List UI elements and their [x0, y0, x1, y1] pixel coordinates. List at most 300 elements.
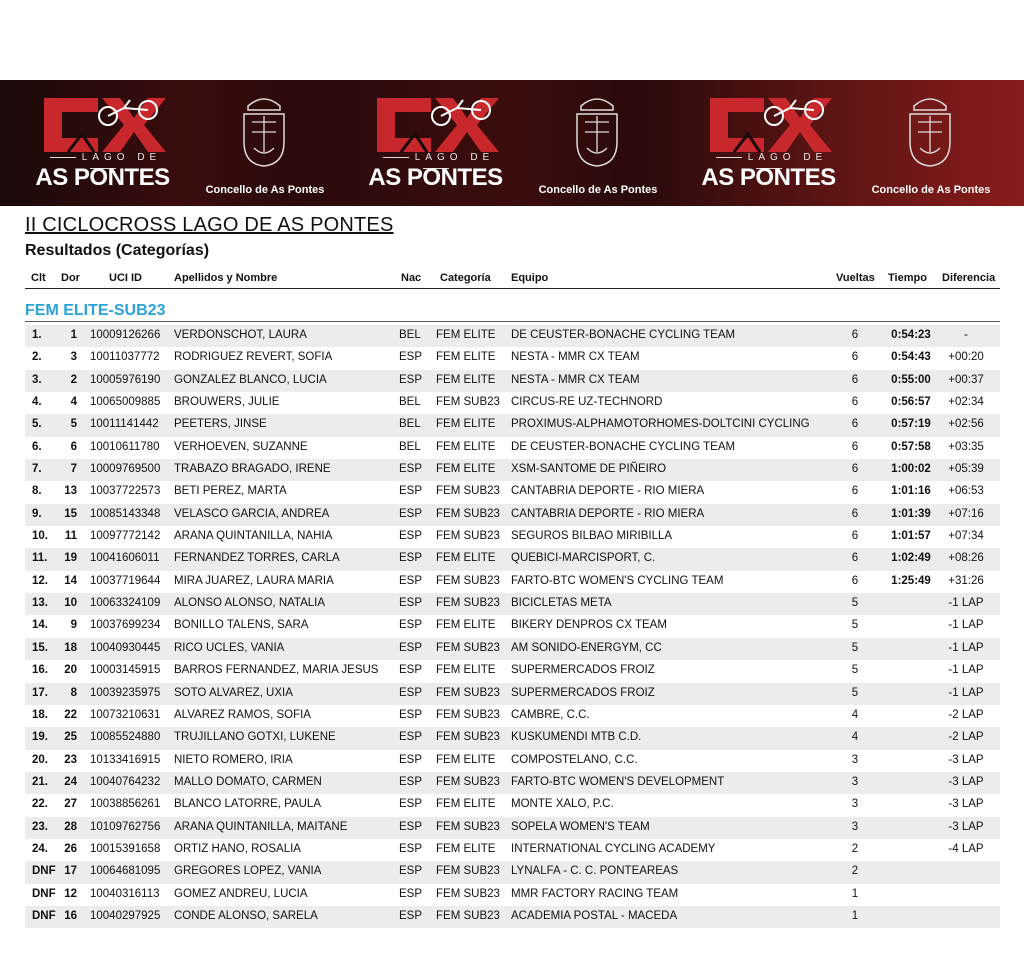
cell-diff: -1 LAP — [948, 597, 984, 610]
cell-time: 1:02:49 — [891, 552, 931, 565]
cell-uci: 10085524880 — [90, 731, 161, 744]
cell-team: QUEBICI-MARCISPORT, C. — [511, 552, 656, 565]
cell-clt: 18. — [32, 708, 48, 721]
cell-laps: 5 — [851, 641, 859, 654]
cell-name: ORTIZ HANO, ROSALIA — [174, 842, 301, 855]
cell-clt: 1. — [32, 329, 42, 341]
table-row — [25, 347, 1000, 369]
cell-clt: DNF — [32, 887, 56, 900]
cell-name: MIRA JUAREZ, LAURA MARIA — [174, 574, 334, 587]
cell-nac: ESP — [399, 686, 423, 699]
cell-nac: ESP — [399, 820, 423, 833]
cell-name: ARANA QUINTANILLA, NAHIA — [174, 530, 333, 543]
cell-cat: FEM SUB23 — [436, 887, 500, 900]
cx-logo-icon — [38, 94, 168, 154]
cell-nac: ESP — [399, 887, 423, 900]
header-clt: Clt — [31, 272, 46, 284]
cell-team: BIKERY DENPROS CX TEAM — [511, 619, 667, 632]
cell-team: ACADEMIA POSTAL - MACEDA — [511, 909, 678, 922]
cell-laps: 3 — [851, 798, 859, 811]
cell-cat: FEM SUB23 — [436, 865, 500, 878]
concello-label: Concello de As Pontes — [205, 184, 325, 196]
cell-name: NIETO ROMERO, IRIA — [174, 753, 293, 766]
cell-name: CONDE ALONSO, SARELA — [174, 909, 318, 922]
cell-uci: 10085143348 — [90, 507, 161, 520]
cell-team: COMPOSTELANO, C.C. — [511, 753, 638, 766]
cell-diff: +06:53 — [948, 485, 984, 498]
cell-dor: 8 — [70, 686, 77, 699]
cell-nac: ESP — [399, 552, 423, 565]
cell-cat: FEM ELITE — [436, 619, 496, 632]
cell-clt: 7. — [32, 463, 42, 476]
cell-nac: ESP — [399, 664, 423, 677]
cell-diff: +02:34 — [948, 396, 984, 409]
cell-time: 0:57:19 — [891, 418, 931, 431]
cell-cat: FEM SUB23 — [436, 597, 500, 610]
cell-time: 0:54:23 — [891, 329, 931, 341]
cell-uci: 10039235975 — [90, 686, 161, 699]
cell-dor: 14 — [64, 574, 77, 587]
cell-cat: FEM SUB23 — [436, 909, 500, 922]
cell-name: BARROS FERNANDEZ, MARIA JESUS — [174, 664, 379, 677]
cell-laps: 5 — [851, 664, 859, 677]
cell-nac: ESP — [399, 507, 423, 520]
cell-name: ALVAREZ RAMOS, SOFIA — [174, 708, 311, 721]
cell-time: 1:01:57 — [891, 530, 931, 543]
cell-nac: BEL — [399, 440, 421, 453]
cell-clt: 21. — [32, 775, 48, 788]
header-cat: Categoría — [440, 272, 491, 284]
cell-clt: 15. — [32, 641, 48, 654]
cell-time: 0:54:43 — [891, 351, 931, 364]
header-time: Tiempo — [888, 272, 927, 284]
cell-team: SUPERMERCADOS FROIZ — [511, 686, 655, 699]
table-row — [25, 794, 1000, 816]
cell-clt: DNF — [32, 909, 56, 922]
cell-nac: ESP — [399, 775, 423, 788]
cell-cat: FEM ELITE — [436, 440, 496, 453]
cell-diff: -2 LAP — [948, 708, 984, 721]
cell-laps: 6 — [851, 507, 859, 520]
cell-cat: FEM ELITE — [436, 753, 496, 766]
cell-team: KUSKUMENDI MTB C.D. — [511, 731, 642, 744]
cell-name: GOMEZ ANDREU, LUCIA — [174, 887, 308, 900]
cell-clt: 10. — [32, 530, 48, 543]
cell-nac: ESP — [399, 842, 423, 855]
cell-cat: FEM ELITE — [436, 351, 496, 364]
cell-nac: BEL — [399, 329, 421, 341]
cell-team: MMR FACTORY RACING TEAM — [511, 887, 679, 900]
cell-nac: ESP — [399, 597, 423, 610]
table-row — [25, 772, 1000, 794]
cell-nac: BEL — [399, 396, 421, 409]
cell-dor: 2 — [70, 373, 77, 386]
cell-cat: FEM SUB23 — [436, 775, 500, 788]
cell-time: 0:55:00 — [891, 373, 931, 386]
cell-cat: FEM SUB23 — [436, 530, 500, 543]
cell-laps: 6 — [851, 373, 859, 386]
cell-name: MALLO DOMATO, CARMEN — [174, 775, 322, 788]
cell-diff: +03:35 — [948, 440, 984, 453]
table-row — [25, 548, 1000, 570]
cell-dor: 3 — [70, 351, 77, 364]
cell-diff: +07:16 — [948, 507, 984, 520]
cell-diff: +07:34 — [948, 530, 984, 543]
cx-lago-logo — [363, 90, 508, 200]
category-divider — [25, 321, 1000, 322]
cell-name: RODRIGUEZ REVERT, SOFIA — [174, 351, 333, 364]
cell-clt: 9. — [32, 507, 42, 520]
cell-laps: 1 — [851, 887, 859, 900]
cell-laps: 4 — [851, 708, 859, 721]
table-row — [25, 750, 1000, 772]
cell-clt: 6. — [32, 440, 42, 453]
cell-laps: 3 — [851, 753, 859, 766]
cell-dor: 7 — [70, 463, 77, 476]
header-uci: UCI ID — [109, 272, 142, 284]
cell-laps: 6 — [851, 418, 859, 431]
cell-uci: 10073210631 — [90, 708, 161, 721]
cell-clt: 24. — [32, 842, 48, 855]
cell-dor: 22 — [64, 708, 77, 721]
cell-clt: 13. — [32, 597, 48, 610]
cell-clt: 11. — [32, 552, 48, 565]
table-row — [25, 593, 1000, 615]
cell-diff: -3 LAP — [948, 775, 984, 788]
cell-uci: 10003145915 — [90, 664, 161, 677]
cell-laps: 6 — [851, 329, 859, 341]
cell-clt: 14. — [32, 619, 48, 632]
cell-clt: 8. — [32, 485, 42, 498]
results-table-body — [25, 325, 1000, 928]
cell-dor: 5 — [70, 418, 77, 431]
cell-cat: FEM SUB23 — [436, 731, 500, 744]
cell-clt: 20. — [32, 753, 48, 766]
cell-diff: -3 LAP — [948, 820, 984, 833]
cell-clt: 22. — [32, 798, 48, 811]
cell-laps: 2 — [851, 842, 859, 855]
table-row — [25, 571, 1000, 593]
cell-team: BICICLETAS META — [511, 597, 612, 610]
table-row — [25, 481, 1000, 503]
cell-laps: 2 — [851, 865, 859, 878]
cell-cat: FEM ELITE — [436, 552, 496, 565]
cell-cat: FEM ELITE — [436, 418, 496, 431]
cell-clt: 3. — [32, 373, 42, 386]
cell-dor: 12 — [64, 887, 77, 900]
cell-name: FERNANDEZ TORRES, CARLA — [174, 552, 340, 565]
logo-title-text: AS PONTES — [368, 164, 503, 191]
cell-laps: 5 — [851, 597, 859, 610]
cell-laps: 5 — [851, 686, 859, 699]
cell-uci: 10063324109 — [90, 597, 161, 610]
table-row — [25, 526, 1000, 548]
cell-diff: - — [964, 329, 968, 341]
cell-diff: +05:39 — [948, 463, 984, 476]
cell-team: MONTE XALO, P.C. — [511, 798, 614, 811]
cell-dor: 10 — [64, 597, 77, 610]
cell-cat: FEM ELITE — [436, 373, 496, 386]
cell-name: TRUJILLANO GOTXI, LUKENE — [174, 731, 336, 744]
cell-dor: 25 — [64, 731, 77, 744]
cell-name: GONZALEZ BLANCO, LUCIA — [174, 373, 327, 386]
cell-laps: 6 — [851, 552, 859, 565]
cell-nac: ESP — [399, 485, 423, 498]
cell-cat: FEM SUB23 — [436, 686, 500, 699]
cell-clt: DNF — [32, 865, 56, 878]
cell-dor: 1 — [70, 329, 77, 341]
cell-team: SUPERMERCADOS FROIZ — [511, 664, 655, 677]
cell-team: CAMBRE, C.C. — [511, 708, 590, 721]
cell-clt: 19. — [32, 731, 48, 744]
logo-lago-text: LAGO DE — [30, 152, 175, 174]
cell-name: SOTO ALVAREZ, UXIA — [174, 686, 293, 699]
cell-nac: ESP — [399, 619, 423, 632]
cell-uci: 10009126266 — [90, 329, 161, 341]
cell-team: DE CEUSTER-BONACHE CYCLING TEAM — [511, 440, 736, 453]
cell-uci: 10065009885 — [90, 396, 161, 409]
cell-dor: 15 — [64, 507, 77, 520]
cell-uci: 10109762756 — [90, 820, 161, 833]
table-row — [25, 705, 1000, 727]
table-row — [25, 660, 1000, 682]
cell-uci: 10009769500 — [90, 463, 161, 476]
cell-team: SEGUROS BILBAO MIRIBILLA — [511, 530, 673, 543]
table-row — [25, 370, 1000, 392]
cell-nac: BEL — [399, 418, 421, 431]
coat-of-arms-icon — [571, 92, 623, 168]
cell-team: CANTABRIA DEPORTE - RIO MIERA — [511, 507, 705, 520]
cell-name: VELASCO GARCIA, ANDREA — [174, 507, 330, 520]
cell-clt: 23. — [32, 820, 48, 833]
table-row — [25, 615, 1000, 637]
concello-label: Concello de As Pontes — [538, 184, 658, 196]
header-divider — [25, 288, 1000, 289]
page-subtitle: Resultados (Categorías) — [25, 242, 210, 259]
cell-laps: 6 — [851, 485, 859, 498]
cell-cat: FEM ELITE — [436, 664, 496, 677]
cell-nac: ESP — [399, 530, 423, 543]
cell-dor: 18 — [64, 641, 77, 654]
cell-team: CANTABRIA DEPORTE - RIO MIERA — [511, 485, 705, 498]
cell-diff: -4 LAP — [948, 842, 984, 855]
cx-lago-logo — [696, 90, 841, 200]
cell-clt: 4. — [32, 396, 42, 409]
cell-team: NESTA - MMR CX TEAM — [511, 351, 640, 364]
cx-logo-icon — [704, 94, 834, 154]
cell-time: 1:01:16 — [891, 485, 931, 498]
cell-cat: FEM ELITE — [436, 329, 496, 341]
concello-label: Concello de As Pontes — [871, 184, 991, 196]
cell-time: 1:00:02 — [891, 463, 931, 476]
cell-uci: 10015391658 — [90, 842, 161, 855]
cell-dor: 16 — [64, 909, 77, 922]
header-name: Apellidos y Nombre — [174, 272, 278, 284]
table-row — [25, 459, 1000, 481]
cell-cat: FEM SUB23 — [436, 641, 500, 654]
cell-uci: 10038856261 — [90, 798, 161, 811]
table-row — [25, 839, 1000, 861]
cell-name: BETI PEREZ, MARTA — [174, 485, 287, 498]
cell-team: CIRCUS-RE UZ-TECHNORD — [511, 396, 663, 409]
cell-diff: -1 LAP — [948, 641, 984, 654]
cell-cat: FEM SUB23 — [436, 396, 500, 409]
table-row — [25, 906, 1000, 928]
header-diff: Diferencia — [942, 272, 996, 284]
cell-laps: 6 — [851, 440, 859, 453]
cell-time: 0:57:58 — [891, 440, 931, 453]
cell-name: BONILLO TALENS, SARA — [174, 619, 309, 632]
cell-team: DE CEUSTER-BONACHE CYCLING TEAM — [511, 329, 736, 341]
cell-time: 1:01:39 — [891, 507, 931, 520]
cell-cat: FEM ELITE — [436, 842, 496, 855]
cell-diff: +00:20 — [948, 351, 984, 364]
cell-uci: 10037722573 — [90, 485, 161, 498]
cell-cat: FEM SUB23 — [436, 507, 500, 520]
cell-cat: FEM SUB23 — [436, 820, 500, 833]
table-row — [25, 884, 1000, 906]
cell-nac: ESP — [399, 641, 423, 654]
cell-uci: 10064681095 — [90, 865, 161, 878]
cell-uci: 10040297925 — [90, 909, 161, 922]
event-banner — [0, 80, 1024, 206]
cell-clt: 5. — [32, 418, 42, 431]
cell-dor: 23 — [64, 753, 77, 766]
cell-name: ARANA QUINTANILLA, MAITANE — [174, 820, 348, 833]
cell-nac: ESP — [399, 351, 423, 364]
cell-nac: ESP — [399, 373, 423, 386]
table-row — [25, 683, 1000, 705]
cell-dor: 11 — [64, 530, 77, 543]
cell-diff: +08:26 — [948, 552, 984, 565]
coat-of-arms-icon — [904, 92, 956, 168]
cell-laps: 1 — [851, 909, 859, 922]
cell-uci: 10011037772 — [90, 351, 160, 364]
cell-uci: 10040764232 — [90, 775, 161, 788]
cell-name: BLANCO LATORRE, PAULA — [174, 798, 321, 811]
cell-diff: +02:56 — [948, 418, 984, 431]
cx-lago-logo — [30, 90, 175, 200]
category-heading: FEM ELITE-SUB23 — [25, 302, 166, 319]
cell-name: VERDONSCHOT, LAURA — [174, 329, 307, 341]
cell-dor: 6 — [70, 440, 77, 453]
cell-name: RICO UCLES, VANIA — [174, 641, 285, 654]
cell-uci: 10040316113 — [90, 887, 160, 900]
coat-of-arms-icon — [238, 92, 290, 168]
table-row — [25, 817, 1000, 839]
cell-dor: 20 — [64, 664, 77, 677]
table-row — [25, 504, 1000, 526]
cell-clt: 12. — [32, 574, 48, 587]
logo-lago-text: LAGO DE — [363, 152, 508, 174]
cell-uci: 10005976190 — [90, 373, 161, 386]
cell-dor: 13 — [64, 485, 77, 498]
cell-dor: 17 — [64, 865, 77, 878]
cell-name: BROUWERS, JULIE — [174, 396, 280, 409]
cell-cat: FEM SUB23 — [436, 485, 500, 498]
cell-dor: 9 — [70, 619, 77, 632]
cell-uci: 10040930445 — [90, 641, 161, 654]
cell-diff: +00:37 — [948, 373, 984, 386]
cell-cat: FEM ELITE — [436, 798, 496, 811]
cell-nac: ESP — [399, 865, 423, 878]
cell-dor: 4 — [70, 396, 77, 409]
cell-laps: 4 — [851, 731, 859, 744]
cell-uci: 10037699234 — [90, 619, 161, 632]
cell-dor: 19 — [64, 552, 77, 565]
cell-team: FARTO-BTC WOMEN'S CYCLING TEAM — [511, 574, 724, 587]
banner-brand-group — [0, 80, 333, 206]
table-row — [25, 392, 1000, 414]
logo-title-text: AS PONTES — [701, 164, 836, 191]
cell-diff: -3 LAP — [948, 798, 984, 811]
cell-nac: ESP — [399, 909, 423, 922]
cell-diff: +31:26 — [948, 574, 984, 587]
cell-dor: 26 — [64, 842, 77, 855]
banner-brand-group — [666, 80, 999, 206]
table-header — [0, 270, 1024, 288]
cell-uci: 10097772142 — [90, 530, 161, 543]
cell-dor: 24 — [64, 775, 77, 788]
banner-brand-group — [333, 80, 666, 206]
cell-cat: FEM SUB23 — [436, 574, 500, 587]
cell-nac: ESP — [399, 731, 423, 744]
cell-diff: -1 LAP — [948, 686, 984, 699]
cell-laps: 3 — [851, 820, 859, 833]
cell-clt: 16. — [32, 664, 48, 677]
cell-clt: 2. — [32, 351, 42, 364]
cell-team: FARTO-BTC WOMEN'S DEVELOPMENT — [511, 775, 725, 788]
cell-team: LYNALFA - C. C. PONTEAREAS — [511, 865, 679, 878]
table-row — [25, 414, 1000, 436]
cell-name: TRABAZO BRAGADO, IRENE — [174, 463, 331, 476]
table-row — [25, 325, 1000, 347]
cell-diff: -3 LAP — [948, 753, 984, 766]
cell-name: GREGORES LOPEZ, VANIA — [174, 865, 322, 878]
cell-laps: 6 — [851, 396, 859, 409]
cell-dor: 27 — [64, 798, 77, 811]
cell-laps: 6 — [851, 530, 859, 543]
cell-laps: 6 — [851, 574, 859, 587]
cell-uci: 10133416915 — [90, 753, 161, 766]
cell-team: INTERNATIONAL CYCLING ACADEMY — [511, 842, 716, 855]
page-title: II CICLOCROSS LAGO DE AS PONTES — [25, 214, 394, 236]
cell-name: VERHOEVEN, SUZANNE — [174, 440, 308, 453]
cell-uci: 10011141442 — [90, 418, 159, 431]
cx-logo-icon — [371, 94, 501, 154]
cell-time: 1:25:49 — [891, 574, 931, 587]
cell-uci: 10041606011 — [90, 552, 160, 565]
cell-team: NESTA - MMR CX TEAM — [511, 373, 640, 386]
header-laps: Vueltas — [836, 272, 875, 284]
cell-nac: ESP — [399, 574, 423, 587]
cell-nac: ESP — [399, 753, 423, 766]
cell-cat: FEM ELITE — [436, 463, 496, 476]
logo-title-text: AS PONTES — [35, 164, 170, 191]
cell-diff: -2 LAP — [948, 731, 984, 744]
cell-team: AM SONIDO-ENERGYM, CC — [511, 641, 662, 654]
cell-cat: FEM SUB23 — [436, 708, 500, 721]
header-team: Equipo — [511, 272, 549, 284]
cell-diff: -1 LAP — [948, 619, 984, 632]
table-row — [25, 861, 1000, 883]
table-row — [25, 437, 1000, 459]
cell-laps: 6 — [851, 463, 859, 476]
logo-lago-text: LAGO DE — [696, 152, 841, 174]
cell-uci: 10010611780 — [90, 440, 160, 453]
header-dor: Dor — [61, 272, 80, 284]
cell-name: PEETERS, JINSE — [174, 418, 267, 431]
